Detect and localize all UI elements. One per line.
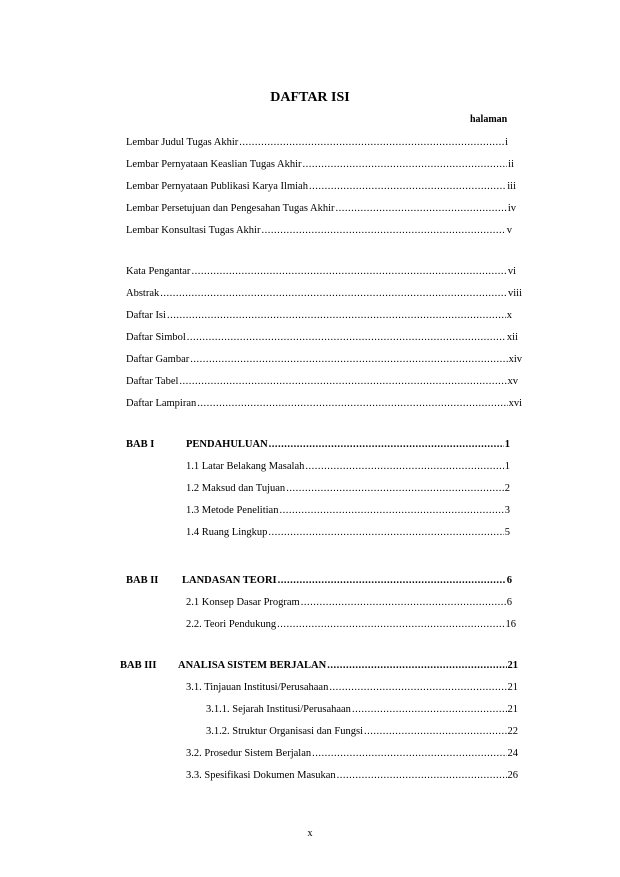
- page-number: x: [307, 828, 313, 839]
- toc-entry-page: 16: [505, 619, 516, 630]
- toc-entry: [126, 375, 518, 389]
- leader-dots: [327, 659, 506, 673]
- toc-entry-label: 1.4 Ruang Lingkup: [186, 527, 268, 538]
- chapter-number: BAB II: [126, 575, 159, 586]
- chapter-heading: [120, 659, 518, 673]
- leader-dots: [197, 397, 507, 411]
- toc-entry-page: 21: [507, 704, 518, 715]
- toc-entry-page: 5: [504, 527, 510, 538]
- toc-entry-label: Abstrak: [126, 288, 160, 299]
- toc-entry-label: 1.1 Latar Belakang Masalah: [186, 461, 305, 472]
- toc-subentry: [206, 703, 518, 717]
- toc-entry: [126, 287, 522, 301]
- toc-entry-page: 21: [507, 682, 518, 693]
- toc-entry-label: Lembar Pernyataan Keaslian Tugas Akhir: [126, 159, 302, 170]
- toc-entry-page: 24: [507, 748, 518, 759]
- chapter-title: ANALISA SISTEM BERJALAN: [178, 660, 327, 671]
- leader-dots: [269, 438, 504, 452]
- toc-entry-label: 1.2 Maksud dan Tujuan: [186, 483, 286, 494]
- leader-dots: [187, 331, 506, 345]
- toc-entry-label: Kata Pengantar: [126, 266, 191, 277]
- toc-subentry: [186, 618, 516, 632]
- leader-dots: [329, 681, 506, 695]
- toc-subentry: [186, 460, 510, 474]
- toc-entry-page: v: [506, 225, 512, 236]
- toc-subentry: [206, 725, 518, 739]
- leader-dots: [279, 504, 503, 518]
- leader-dots: [179, 375, 506, 389]
- leader-dots: [364, 725, 506, 739]
- toc-entry-page: vi: [507, 266, 516, 277]
- leader-dots: [277, 618, 504, 632]
- toc-entry: [126, 397, 522, 411]
- toc-entry-page: xv: [507, 376, 518, 387]
- toc-subentry: [186, 769, 518, 783]
- toc-entry-page: 1: [504, 461, 510, 472]
- leader-dots: [239, 136, 504, 150]
- toc-entry-label: Daftar Isi: [126, 310, 166, 321]
- toc-entry-label: Lembar Konsultasi Tugas Akhir: [126, 225, 261, 236]
- toc-subentry: [186, 747, 518, 761]
- chapter-page: 6: [506, 575, 512, 586]
- leader-dots: [261, 224, 505, 238]
- toc-entry: [126, 331, 518, 345]
- toc-entry-label: 3.1.2. Struktur Organisasi dan Fungsi: [206, 726, 364, 737]
- toc-entry-page: iv: [507, 203, 516, 214]
- leader-dots: [336, 202, 507, 216]
- toc-entry-label: 3.2. Prosedur Sistem Berjalan: [186, 748, 312, 759]
- chapter-page: 21: [507, 660, 518, 671]
- leader-dots: [352, 703, 507, 717]
- toc-entry-label: Daftar Lampiran: [126, 398, 197, 409]
- toc-subentry: [186, 482, 510, 496]
- leader-dots: [268, 526, 503, 540]
- toc-entry-label: 3.3. Spesifikasi Dokumen Masukan: [186, 770, 336, 781]
- leader-dots: [337, 769, 507, 783]
- leader-dots: [305, 460, 503, 474]
- toc-entry: [126, 158, 514, 172]
- toc-entry-label: 3.1. Tinjauan Institusi/Perusahaan: [186, 682, 329, 693]
- toc-subentry: [186, 681, 518, 695]
- toc-entry-page: 3: [504, 505, 510, 516]
- toc-entry-page: ii: [508, 159, 514, 170]
- toc-subentry: [186, 526, 510, 540]
- leader-dots: [309, 180, 506, 194]
- leader-dots: [312, 747, 506, 761]
- toc-entry-page: iii: [507, 181, 516, 192]
- toc-entry-page: xii: [506, 332, 518, 343]
- toc-entry-label: Lembar Pernyataan Publikasi Karya Ilmiah: [126, 181, 308, 192]
- chapter-number: BAB III: [120, 660, 157, 671]
- chapter-number: BAB I: [126, 439, 155, 450]
- toc-subentry: [186, 504, 510, 518]
- leader-dots: [160, 287, 507, 301]
- leader-dots: [303, 158, 508, 172]
- chapter-title: LANDASAN TEORI: [182, 575, 277, 586]
- toc-entry-page: xiv: [508, 354, 522, 365]
- toc-entry-label: Lembar Persetujuan dan Pengesahan Tugas Akhir: [126, 203, 335, 214]
- toc-entry-label: Daftar Simbol: [126, 332, 186, 343]
- toc-subentry: [186, 596, 512, 610]
- toc-entry-label: Daftar Tabel: [126, 376, 179, 387]
- toc-entry-page: 26: [507, 770, 518, 781]
- chapter-page: 1: [504, 439, 510, 450]
- chapter-title: PENDAHULUAN: [186, 439, 268, 450]
- toc-entry-page: 22: [507, 726, 518, 737]
- toc-entry-label: 2.2. Teori Pendukung: [186, 619, 277, 630]
- toc-entry-label: 2.1 Konsep Dasar Program: [186, 597, 300, 608]
- leader-dots: [167, 309, 506, 323]
- chapter-heading: [126, 574, 512, 588]
- toc-entry: [126, 309, 512, 323]
- toc-entry-page: i: [505, 137, 508, 148]
- toc-entry-page: x: [506, 310, 512, 321]
- toc-entry-label: Daftar Gambar: [126, 354, 190, 365]
- toc-entry-page: 2: [504, 483, 510, 494]
- leader-dots: [301, 596, 506, 610]
- toc-entry: [126, 180, 516, 194]
- toc-entry-page: xvi: [508, 398, 522, 409]
- leader-dots: [191, 265, 506, 279]
- leader-dots: [286, 482, 504, 496]
- toc-entry: [126, 136, 508, 150]
- leader-dots: [278, 574, 506, 588]
- toc-entry: [126, 353, 522, 367]
- toc-entry-page: viii: [507, 288, 522, 299]
- chapter-heading: [126, 438, 510, 452]
- toc-entry-page: 6: [506, 597, 512, 608]
- toc-entry-label: 1.3 Metode Penelitian: [186, 505, 279, 516]
- toc-entry-label: 3.1.1. Sejarah Institusi/Perusahaan: [206, 704, 351, 715]
- toc-entry: [126, 202, 516, 216]
- toc-entry: [126, 224, 512, 238]
- halaman-label: halaman: [470, 114, 508, 125]
- page-title: DAFTAR ISI: [270, 90, 350, 105]
- toc-entry-label: Lembar Judul Tugas Akhir: [126, 137, 239, 148]
- toc-entry: [126, 265, 516, 279]
- leader-dots: [190, 353, 507, 367]
